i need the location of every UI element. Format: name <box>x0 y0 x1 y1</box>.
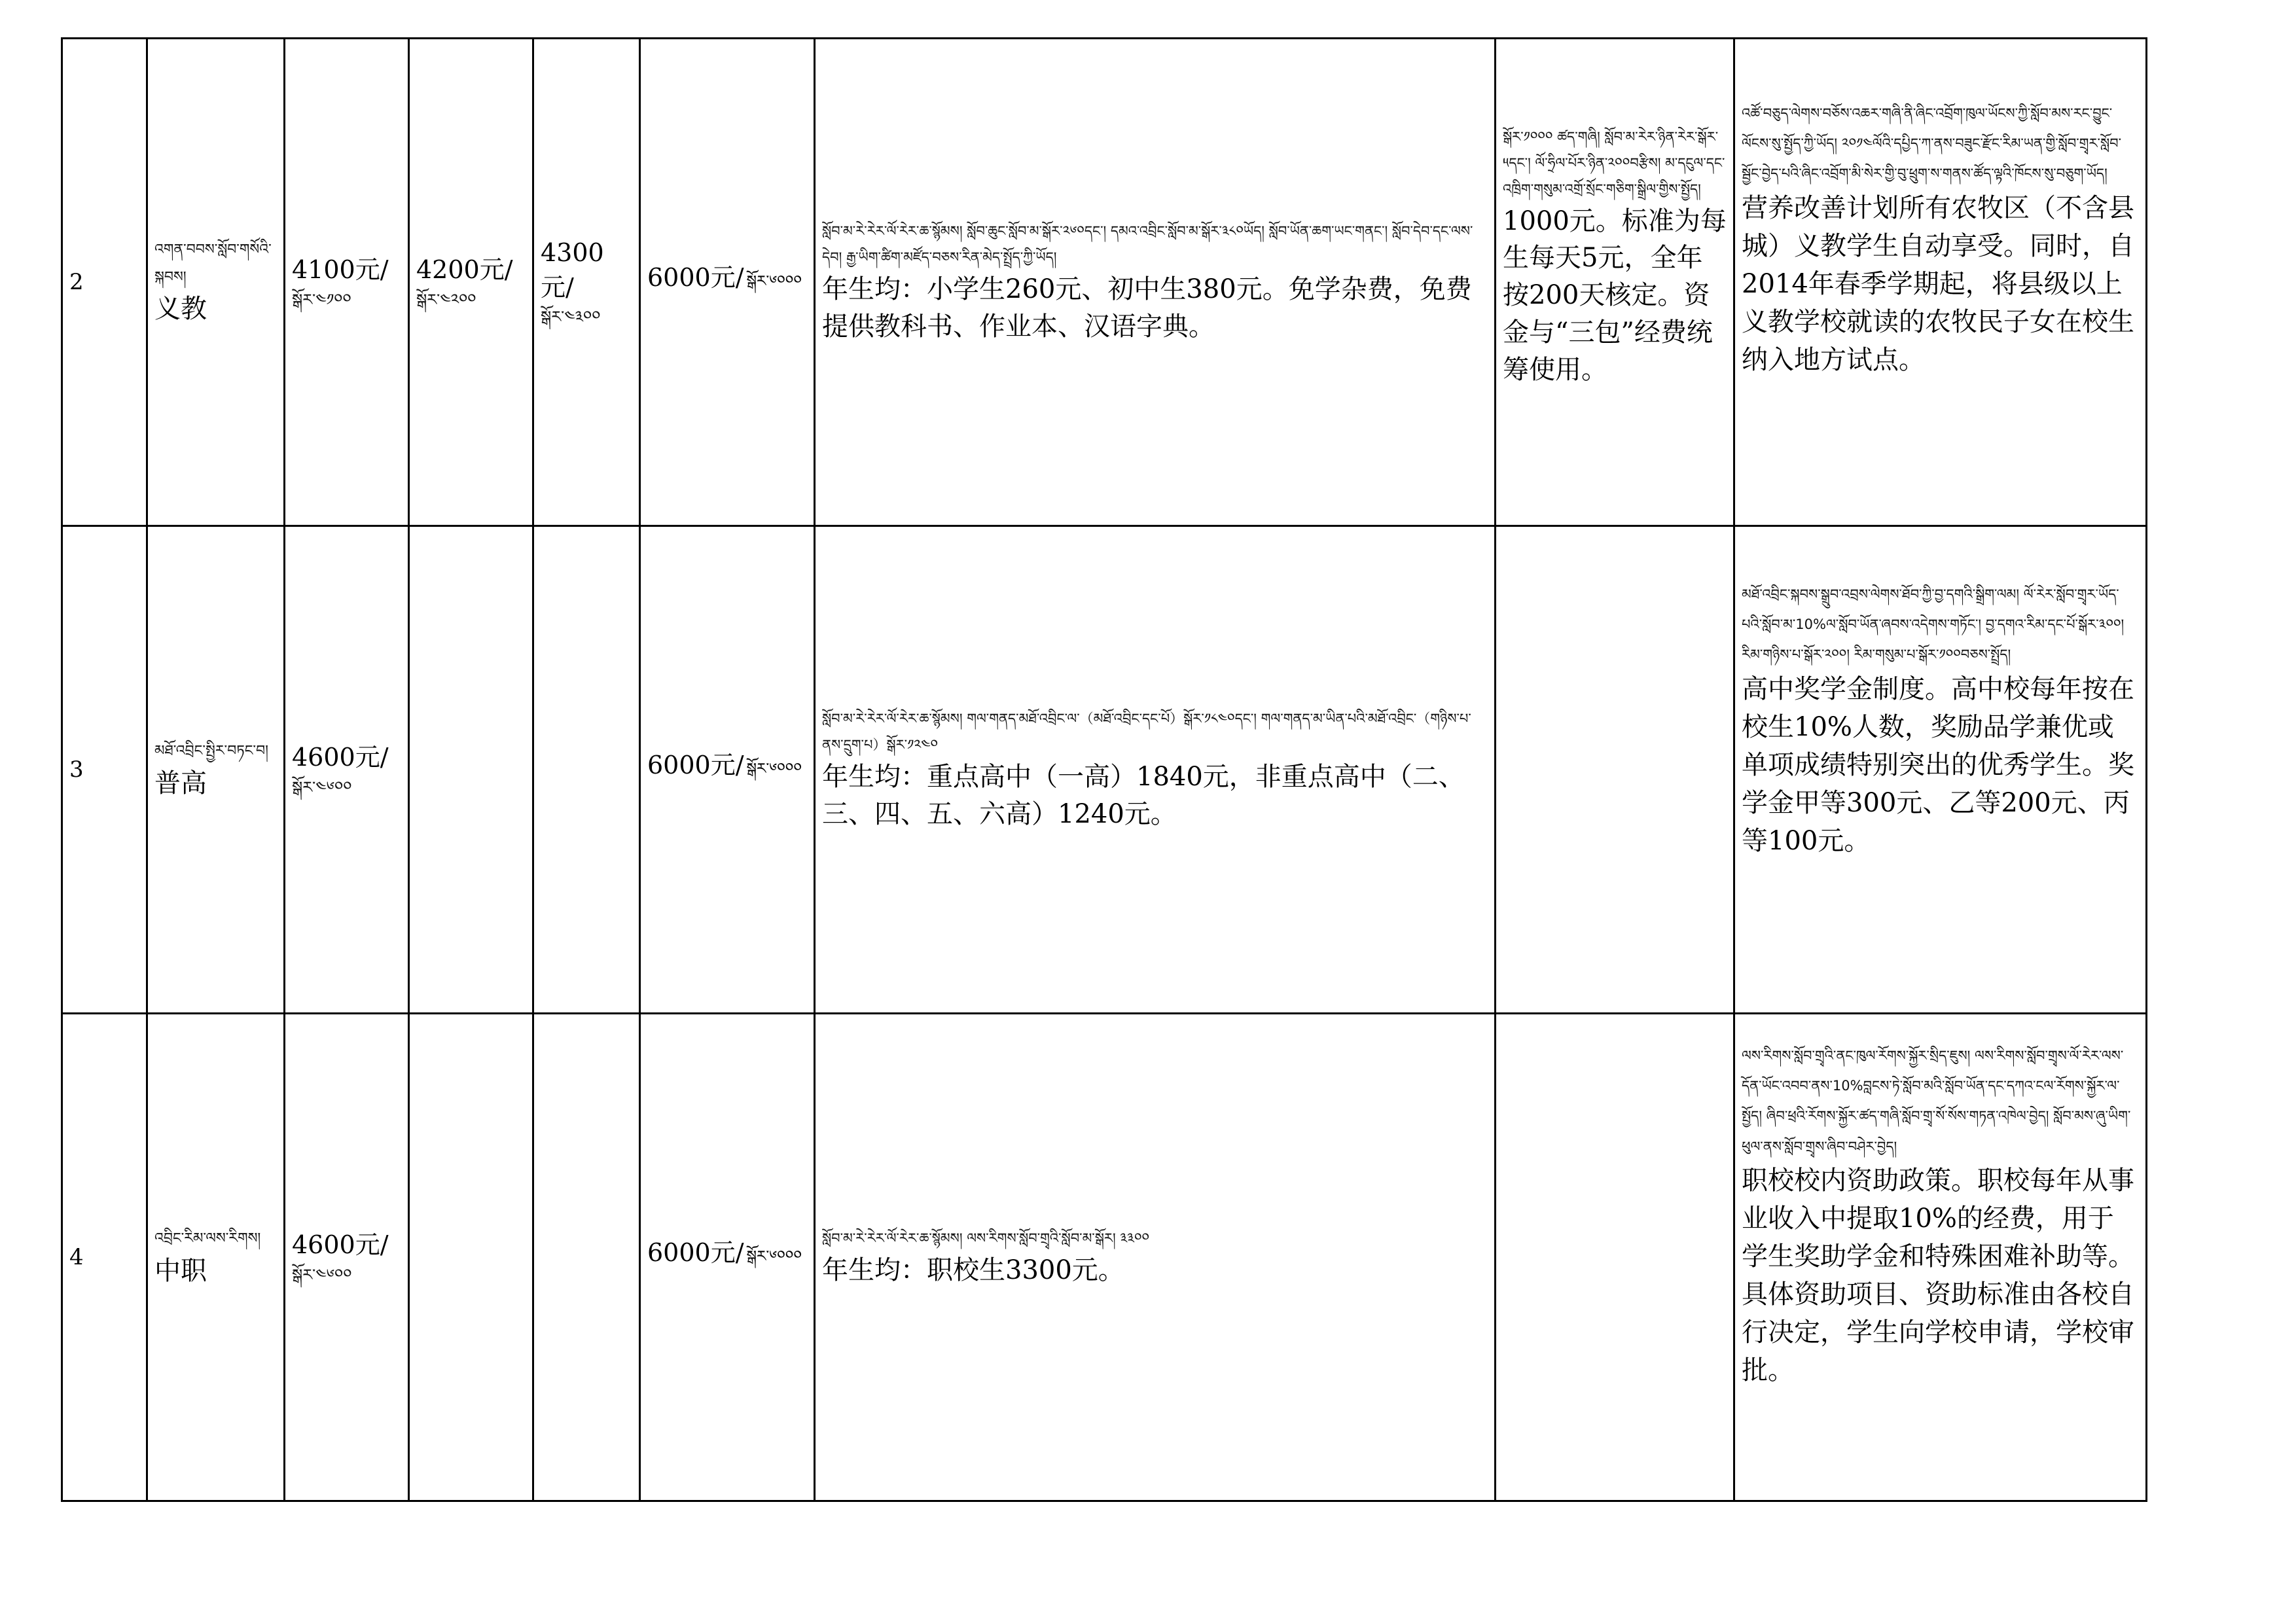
description-chinese: 年生均：职校生3300元。 <box>822 1255 1124 1285</box>
amount-chinese: 4600元/ <box>292 1230 389 1260</box>
table-row <box>62 39 2147 526</box>
subsidy-cell <box>1496 526 1734 1014</box>
amount-chinese: 4600元/ <box>292 743 389 772</box>
standard-chinese: 6000元/ <box>647 1238 744 1267</box>
note-cell <box>1734 526 2147 1014</box>
category-cell <box>147 39 285 526</box>
amount-chinese: 4200元/ <box>416 255 513 285</box>
amount-cell-2 <box>409 1014 533 1501</box>
standard-cell <box>640 526 815 1014</box>
amount-cell-1 <box>285 39 409 526</box>
row-number: 3 <box>62 526 147 1014</box>
subsidy-chinese: 1000元。标准为每生每天5元，全年按200天核定。资金与“三包”经费统筹使用。 <box>1503 205 1727 385</box>
category-chinese: 义教 <box>154 294 207 325</box>
description-chinese: 年生均：重点高中（一高）1840元，非重点高中（二、三、四、五、六高）1240元。 <box>822 762 1465 829</box>
category-chinese: 普高 <box>154 768 207 798</box>
amount-cell-3 <box>533 1014 640 1501</box>
table-row <box>62 1014 2147 1501</box>
description-cell <box>815 1014 1496 1501</box>
standard-chinese: 6000元/ <box>647 263 744 292</box>
description-cell <box>815 526 1496 1014</box>
category-tibetan: འབྲིང་རིམ་ལས་རིགས། <box>154 1230 261 1247</box>
category-chinese: 中职 <box>154 1255 207 1286</box>
amount-tibetan: སྒོར་༤༦༠༠ <box>292 1265 352 1284</box>
policy-table <box>61 37 2147 1502</box>
note-cell <box>1734 1014 2147 1501</box>
amount-cell-1 <box>285 1014 409 1501</box>
table-row <box>62 526 2147 1014</box>
standard-chinese: 6000元/ <box>647 751 744 779</box>
standard-tibetan: སྒོར་༦༠༠༠ <box>746 760 802 777</box>
description-cell <box>815 39 1496 526</box>
amount-tibetan: སྒོར་༤༦༠༠ <box>292 777 352 796</box>
row-number: 4 <box>62 1014 147 1501</box>
note-tibetan: ལས་རིགས་སློབ་གྲྭའི་ནང་ཁུལ་རོགས་སྐྱོར་སྲིད་ཇུས། ལས་རིགས་སློབ་གྲྭས་ལོ་རེར་ལས་དོན་ཡོང་འབབ་ནས་10%བླངས་ཏེ་སློབ་མའི་སློབ་ཡོན་དང་དཀའ་ངལ་རོགས་སྐྱོར་ལ་སྤྱོད། ཞིབ་ཕྲའི་རོགས་སྐྱོར་ཚད་གཞི་སློབ་གྲྭ་སོ་སོས་གཏན་འཁེལ་བྱེད། སློབ་མས་ཞུ་ཡིག་ཕུལ་ནས་སློབ་གྲྭས་ཞིབ་བཤེར་བྱེད། <box>1742 1048 2131 1154</box>
note-chinese: 营养改善计划所有农牧区（不含县城）义教学生自动享受。同时，自2014年春季学期起，将县级以上义教学校就读的农牧民子女在校生纳入地方试点。 <box>1742 192 2134 375</box>
category-tibetan: འགན་བབས་སློབ་གསོའི་སྐབས། <box>154 241 272 285</box>
description-tibetan: སློབ་མ་རེ་རེར་ལོ་རེར་ཆ་སྙོམས། གལ་གནད་མཐོ་འབྲིང་ལ་（མཐོ་འབྲིང་དང་པོ）སྒོར་༡༨༤༠དང་། གལ་གནད་མ་ཡིན་པའི་མཐོ་འབྲིང་（གཉིས་པ་ནས་དྲུག་པ）སྒོར་༡༢༤༠ <box>822 711 1471 753</box>
category-cell <box>147 526 285 1014</box>
amount-tibetan: སྒོར་༤༣༠༠ <box>541 308 601 327</box>
amount-cell-2 <box>409 39 533 526</box>
note-chinese: 高中奖学金制度。高中校每年按在校生10%人数，奖励品学兼优或单项成绩特别突出的优秀学生。奖学金甲等300元、乙等200元、丙等100元。 <box>1742 673 2134 856</box>
amount-cell-3 <box>533 526 640 1014</box>
amount-tibetan: སྒོར་༤༡༠༠ <box>292 290 351 309</box>
subsidy-cell <box>1496 39 1734 526</box>
subsidy-cell <box>1496 1014 1734 1501</box>
standard-tibetan: སྒོར་༦༠༠༠ <box>746 273 802 290</box>
category-tibetan: མཐོ་འབྲིང་སྤྱིར་བཏང་བ། <box>154 742 269 759</box>
amount-tibetan: སྒོར་༤༢༠༠ <box>416 290 476 309</box>
amount-chinese: 4300元/ <box>541 238 604 302</box>
category-cell <box>147 1014 285 1501</box>
amount-cell-2 <box>409 526 533 1014</box>
standard-cell <box>640 1014 815 1501</box>
description-tibetan: སློབ་མ་རེ་རེར་ལོ་རེར་ཆ་སྙོམས། ལས་རིགས་སློབ་གྲྭའི་སློབ་མ་སྒོར། ༣༣༠༠ <box>822 1230 1150 1246</box>
standard-cell <box>640 39 815 526</box>
subsidy-tibetan: སྒོར་༡༠༠༠ ཚད་གཞི། སློབ་མ་རེར་ཉིན་རེར་སྒོར་༥དང་། ལོ་ཧྲིལ་པོར་ཉིན་༢༠༠བརྩིས། མ་དངུལ་དང་འཁྲིག་གསུམ་འགྲོ་སྲོང་གཅིག་སྒྲིལ་གྱིས་སྤྱོད། <box>1503 129 1725 197</box>
note-tibetan: མཐོ་འབྲིང་སྐབས་སྒྲུབ་འབྲས་ལེགས་ཐོབ་ཀྱི་བྱ་དགའི་སྒྲིག་ལམ། ལོ་རེར་སློབ་གྲྭར་ཡོད་པའི་སློབ་མ་10%ལ་སློབ་ཡོན་ཞབས་འདེགས་གཏོང་། བྱ་དགའ་རིམ་དང་པོ་སྒོར་༣༠༠། རིམ་གཉིས་པ་སྒོར་༢༠༠། རིམ་གསུམ་པ་སྒོར་༡༠༠བཅས་སྤྲོད། <box>1742 586 2125 663</box>
note-tibetan: འཚོ་བཅུད་ལེགས་བཅོས་འཆར་གཞི་ནི་ཞིང་འབྲོག་ཁུལ་ཡོངས་ཀྱི་སློབ་མས་རང་བྱུང་ལོངས་སུ་སྤྱོད་ཀྱི་ཡོད། ༢༠༡༤ལོའི་དཔྱིད་ཀ་ནས་བཟུང་རྫོང་རིམ་ཡན་གྱི་སློབ་གྲྭར་སློབ་སྦྱོང་བྱེད་པའི་ཞིང་འབྲོག་མི་སེར་གྱི་བུ་ཕྲུག་ས་གནས་ཚོད་ལྟའི་ཁོངས་སུ་བཅུག་ཡོད། <box>1742 105 2121 182</box>
row-number: 2 <box>62 39 147 526</box>
amount-cell-3 <box>533 39 640 526</box>
amount-cell-1 <box>285 526 409 1014</box>
amount-chinese: 4100元/ <box>292 255 389 285</box>
description-chinese: 年生均：小学生260元、初中生380元。免学杂费，免费提供教科书、作业本、汉语字典。 <box>822 274 1472 342</box>
note-cell <box>1734 39 2147 526</box>
description-tibetan: སློབ་མ་རེ་རེར་ལོ་རེར་ཆ་སྙོམས། སློབ་ཆུང་སློབ་མ་སྒོར་༢༦༠དང་། དམའ་འབྲིང་སློབ་མ་སྒོར་༣༨༠ཡོད། སློབ་ཡོན་ཆག་ཡང་གནང་། སློབ་དེབ་དང་ལས་དེབ། རྒྱ་ཡིག་ཚིག་མཛོད་བཅས་རིན་མེད་སྤྲོད་ཀྱི་ཡོད། <box>822 223 1473 266</box>
note-chinese: 职校校内资助政策。职校每年从事业收入中提取10%的经费，用于学生奖助学金和特殊困难补助等。具体资助项目、资助标准由各校自行决定，学生向学校申请，学校审批。 <box>1742 1165 2134 1385</box>
standard-tibetan: སྒོར་༦༠༠༠ <box>746 1248 802 1265</box>
